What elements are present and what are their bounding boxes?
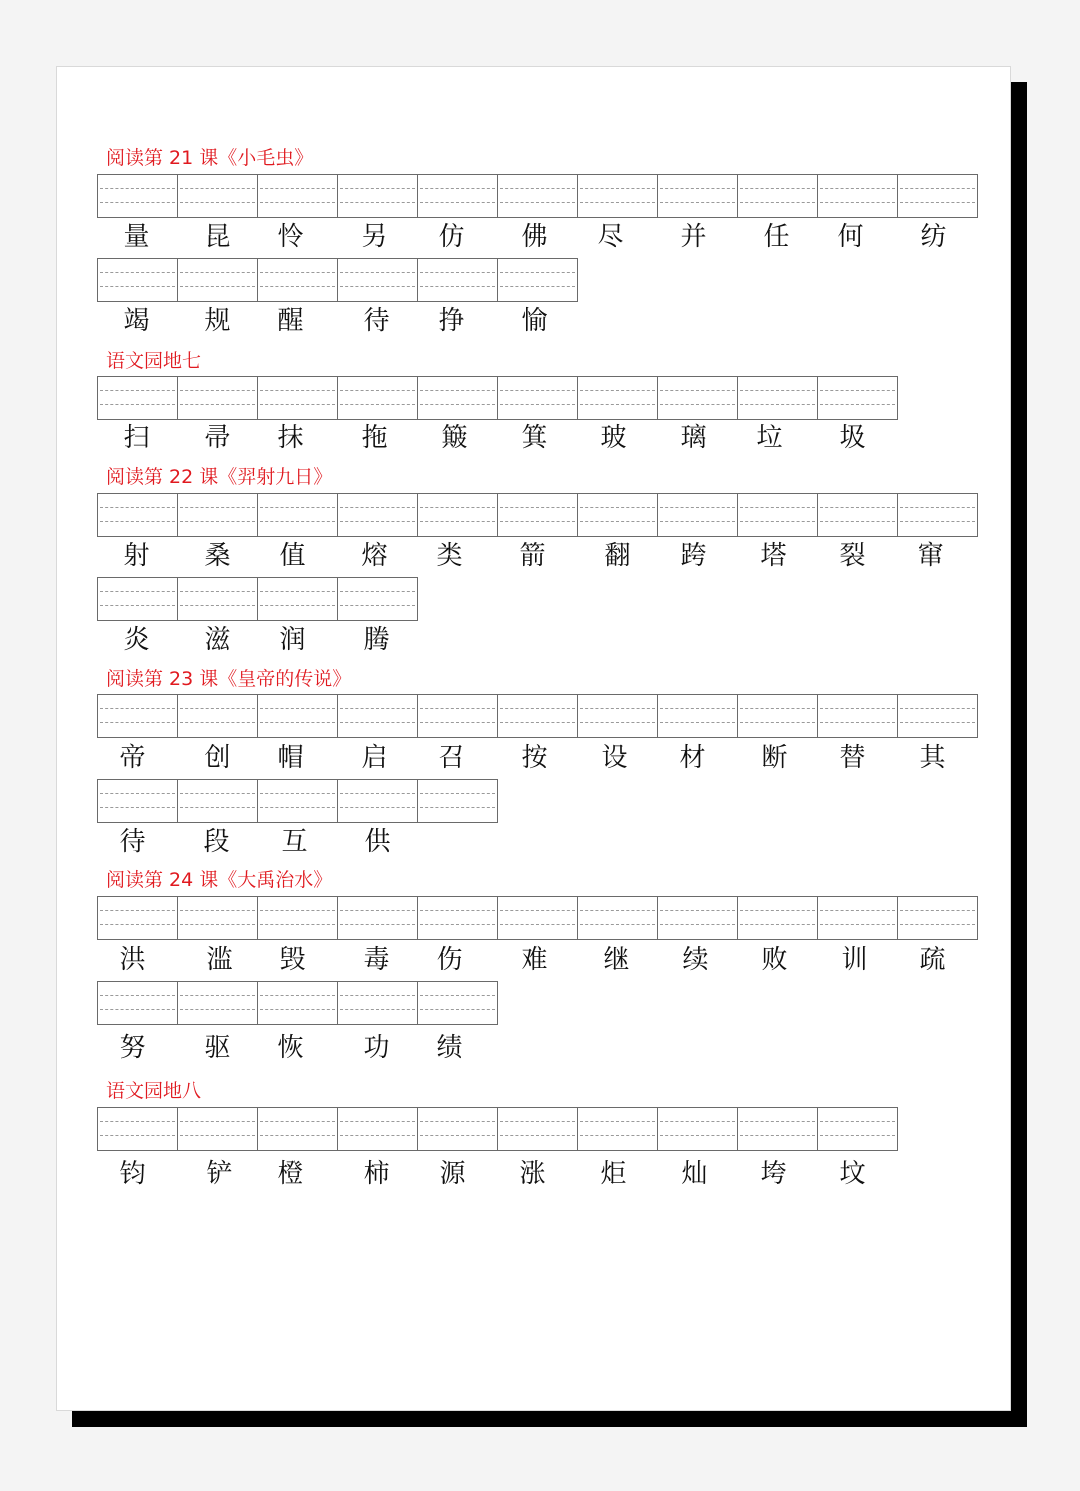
character: 箕 <box>521 423 548 453</box>
writing-cell[interactable] <box>337 174 418 218</box>
character: 努 <box>119 1033 146 1063</box>
writing-cell[interactable] <box>97 577 178 621</box>
character: 召 <box>438 743 465 773</box>
character: 段 <box>203 827 230 857</box>
character: 绩 <box>436 1033 463 1063</box>
character: 滥 <box>206 945 233 975</box>
writing-cell[interactable] <box>257 258 338 302</box>
character: 滋 <box>204 625 231 655</box>
writing-grid-row <box>97 493 978 537</box>
writing-cell[interactable] <box>337 981 418 1025</box>
writing-cell[interactable] <box>497 174 578 218</box>
character: 怜 <box>277 222 304 252</box>
character: 玻 <box>600 423 627 453</box>
writing-cell[interactable] <box>97 376 178 420</box>
character: 创 <box>204 743 231 773</box>
writing-grid-row <box>97 694 978 738</box>
character: 坟 <box>839 1159 866 1189</box>
writing-cell[interactable] <box>97 258 178 302</box>
character: 铲 <box>206 1159 233 1189</box>
character: 射 <box>123 541 150 571</box>
character: 窜 <box>917 541 944 571</box>
character: 规 <box>204 306 231 336</box>
character: 跨 <box>680 541 707 571</box>
character: 继 <box>603 945 630 975</box>
character: 昆 <box>204 222 231 252</box>
writing-cell[interactable] <box>737 493 818 537</box>
writing-cell[interactable] <box>257 493 338 537</box>
character: 垮 <box>760 1159 787 1189</box>
writing-cell[interactable] <box>817 694 898 738</box>
writing-cell[interactable] <box>257 981 338 1025</box>
writing-cell[interactable] <box>97 779 178 823</box>
writing-cell[interactable] <box>897 896 978 940</box>
character: 仿 <box>438 222 465 252</box>
writing-cell[interactable] <box>657 174 738 218</box>
character: 毁 <box>279 945 306 975</box>
character: 启 <box>361 743 388 773</box>
writing-cell[interactable] <box>257 577 338 621</box>
writing-cell[interactable] <box>417 376 498 420</box>
character: 待 <box>119 827 146 857</box>
character: 尽 <box>597 222 624 252</box>
character: 帝 <box>119 743 146 773</box>
character: 源 <box>439 1159 466 1189</box>
writing-grid-row <box>97 779 498 823</box>
writing-cell[interactable] <box>177 258 258 302</box>
character: 材 <box>679 743 706 773</box>
writing-cell[interactable] <box>657 493 738 537</box>
writing-cell[interactable] <box>417 1107 498 1151</box>
writing-cell[interactable] <box>817 376 898 420</box>
writing-cell[interactable] <box>257 376 338 420</box>
writing-cell[interactable] <box>337 1107 418 1151</box>
character: 拖 <box>361 423 388 453</box>
character: 帚 <box>204 423 231 453</box>
character: 炬 <box>600 1159 627 1189</box>
character: 钧 <box>119 1159 146 1189</box>
character: 熔 <box>361 541 388 571</box>
character: 难 <box>521 945 548 975</box>
character: 愉 <box>521 306 548 336</box>
section-title: 语文园地七 <box>106 350 202 372</box>
character: 疏 <box>919 945 946 975</box>
character: 竭 <box>123 306 150 336</box>
writing-grid-row <box>97 376 898 420</box>
character: 帽 <box>277 743 304 773</box>
character: 待 <box>363 306 390 336</box>
writing-cell[interactable] <box>177 577 258 621</box>
writing-cell[interactable] <box>337 258 418 302</box>
writing-cell[interactable] <box>897 174 978 218</box>
writing-cell[interactable] <box>657 694 738 738</box>
section-title: 阅读第 21 课《小毛虫》 <box>106 147 314 169</box>
character: 洪 <box>119 945 146 975</box>
character: 何 <box>837 222 864 252</box>
character: 驱 <box>204 1033 231 1063</box>
writing-cell[interactable] <box>97 694 178 738</box>
writing-grid-row <box>97 1107 898 1151</box>
character: 替 <box>839 743 866 773</box>
section-title: 阅读第 24 课《大禹治水》 <box>106 869 333 891</box>
writing-cell[interactable] <box>577 174 658 218</box>
character: 并 <box>680 222 707 252</box>
character: 箭 <box>519 541 546 571</box>
writing-cell[interactable] <box>417 174 498 218</box>
writing-cell[interactable] <box>497 1107 578 1151</box>
writing-cell[interactable] <box>97 174 178 218</box>
writing-cell[interactable] <box>577 1107 658 1151</box>
writing-cell[interactable] <box>817 896 898 940</box>
character: 类 <box>436 541 463 571</box>
character: 柿 <box>363 1159 390 1189</box>
writing-cell[interactable] <box>737 896 818 940</box>
writing-cell[interactable] <box>497 896 578 940</box>
writing-cell[interactable] <box>497 376 578 420</box>
character: 续 <box>682 945 709 975</box>
writing-grid-row <box>97 174 978 218</box>
character: 润 <box>279 625 306 655</box>
writing-cell[interactable] <box>737 174 818 218</box>
writing-cell[interactable] <box>177 694 258 738</box>
writing-cell[interactable] <box>737 694 818 738</box>
writing-cell[interactable] <box>417 896 498 940</box>
section-title: 阅读第 23 课《皇帝的传说》 <box>106 668 352 690</box>
writing-grid-row <box>97 577 418 621</box>
writing-cell[interactable] <box>177 1107 258 1151</box>
writing-cell[interactable] <box>337 694 418 738</box>
writing-cell[interactable] <box>337 779 418 823</box>
writing-cell[interactable] <box>497 493 578 537</box>
writing-cell[interactable] <box>337 577 418 621</box>
character: 设 <box>601 743 628 773</box>
writing-cell[interactable] <box>657 896 738 940</box>
character: 互 <box>281 827 308 857</box>
character: 炎 <box>123 625 150 655</box>
writing-cell[interactable] <box>177 779 258 823</box>
character: 橙 <box>277 1159 304 1189</box>
character: 圾 <box>839 423 866 453</box>
character: 佛 <box>521 222 548 252</box>
writing-cell[interactable] <box>497 694 578 738</box>
writing-cell[interactable] <box>177 981 258 1025</box>
writing-cell[interactable] <box>657 376 738 420</box>
writing-cell[interactable] <box>177 376 258 420</box>
character: 断 <box>761 743 788 773</box>
character: 塔 <box>760 541 787 571</box>
character: 功 <box>363 1033 390 1063</box>
character: 灿 <box>681 1159 708 1189</box>
character: 训 <box>841 945 868 975</box>
writing-cell[interactable] <box>577 694 658 738</box>
writing-cell[interactable] <box>417 258 498 302</box>
writing-cell[interactable] <box>97 981 178 1025</box>
character: 裂 <box>839 541 866 571</box>
writing-cell[interactable] <box>817 1107 898 1151</box>
character: 挣 <box>438 306 465 336</box>
character: 值 <box>279 541 306 571</box>
character: 毒 <box>363 945 390 975</box>
writing-cell[interactable] <box>97 1107 178 1151</box>
writing-cell[interactable] <box>257 694 338 738</box>
writing-cell[interactable] <box>337 376 418 420</box>
writing-cell[interactable] <box>97 896 178 940</box>
writing-cell[interactable] <box>337 493 418 537</box>
character: 其 <box>919 743 946 773</box>
writing-cell[interactable] <box>257 1107 338 1151</box>
character: 腾 <box>363 625 390 655</box>
character: 另 <box>361 222 388 252</box>
section-title: 语文园地八 <box>106 1080 202 1102</box>
writing-cell[interactable] <box>737 376 818 420</box>
writing-cell[interactable] <box>817 493 898 537</box>
character: 抹 <box>277 423 304 453</box>
writing-cell[interactable] <box>897 694 978 738</box>
writing-cell[interactable] <box>577 376 658 420</box>
writing-cell[interactable] <box>817 174 898 218</box>
character: 伤 <box>436 945 463 975</box>
writing-cell[interactable] <box>417 981 498 1025</box>
writing-cell[interactable] <box>417 779 498 823</box>
character: 败 <box>761 945 788 975</box>
writing-cell[interactable] <box>257 779 338 823</box>
writing-cell[interactable] <box>737 1107 818 1151</box>
character: 按 <box>521 743 548 773</box>
character: 璃 <box>680 423 707 453</box>
character: 任 <box>763 222 790 252</box>
character: 簸 <box>441 423 468 453</box>
writing-cell[interactable] <box>337 896 418 940</box>
character: 纺 <box>920 222 947 252</box>
writing-cell[interactable] <box>177 493 258 537</box>
character: 量 <box>123 222 150 252</box>
writing-grid-row <box>97 896 978 940</box>
writing-cell[interactable] <box>657 1107 738 1151</box>
writing-cell[interactable] <box>577 896 658 940</box>
writing-cell[interactable] <box>897 493 978 537</box>
writing-cell[interactable] <box>257 896 338 940</box>
writing-cell[interactable] <box>417 493 498 537</box>
character: 桑 <box>204 541 231 571</box>
section-title: 阅读第 22 课《羿射九日》 <box>106 466 333 488</box>
writing-cell[interactable] <box>97 493 178 537</box>
character: 垃 <box>756 423 783 453</box>
character: 醒 <box>277 306 304 336</box>
writing-cell[interactable] <box>577 493 658 537</box>
writing-cell[interactable] <box>417 694 498 738</box>
character: 涨 <box>519 1159 546 1189</box>
character: 翻 <box>604 541 631 571</box>
writing-grid-row <box>97 258 578 302</box>
writing-cell[interactable] <box>497 258 578 302</box>
writing-cell[interactable] <box>177 174 258 218</box>
character: 扫 <box>123 423 150 453</box>
character: 恢 <box>277 1033 304 1063</box>
writing-cell[interactable] <box>177 896 258 940</box>
character: 供 <box>364 827 391 857</box>
writing-cell[interactable] <box>257 174 338 218</box>
writing-grid-row <box>97 981 498 1025</box>
